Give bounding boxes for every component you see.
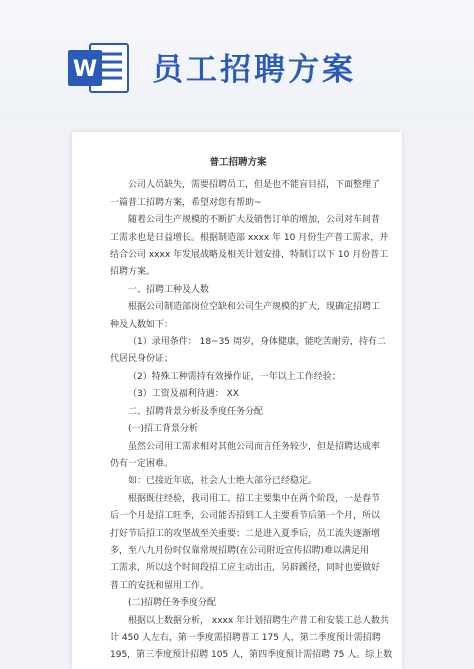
document-line: 根据以上数据分析， xxxx 年计划招聘生产普工和安装工总人数共 — [128, 615, 390, 626]
section-heading: 一、招聘工种及人数 — [128, 284, 210, 295]
document-line: 打好节后招工的攻坚战至关重要；二是进入夏季后，员工流失逐渐增 — [110, 528, 381, 539]
document-line: 如：已接近年底，社会人士绝大部分已经稳定。 — [128, 476, 318, 487]
subsection-heading: (二)招聘任务季度分配 — [128, 598, 217, 609]
document-line: 工需求，所以这个时间段招工应主动出击，另辟蹊径，同时也要做好 — [110, 563, 381, 574]
document-line: （2）特殊工种需持有效操作证，一年以上工作经验； — [128, 371, 341, 382]
document-line: 结合公司 xxxx 年发展战略及相关计划安排，特制订以下 10 月份普工 — [110, 250, 389, 261]
document-line: 多，至八九月份时仅靠常规招聘(在公司附近宣传招聘)难以满足用 — [110, 545, 370, 556]
word-doc-icon — [68, 40, 130, 96]
document-line: 根据既往经验，我司用工、招工主要集中在两个阶段，一是春节 — [128, 493, 381, 504]
document-line: （1）录用条件： 18~35 周岁，身体健康，能吃苦耐劳，持有二 — [128, 337, 386, 348]
document-line: 随着公司生产规模的不断扩大及销售订单的增加，公司对车间普 — [128, 215, 381, 226]
document-line: 后一个月是招工旺季，公司能否招到工人主要看节后第一个月，所以 — [110, 511, 381, 522]
document-line: 代居民身份证； — [110, 354, 174, 365]
document-line: 虽然公司用工需求相对其他公司而言任务较少，但是招聘达成率 — [128, 441, 381, 452]
document-line: 195，第三季度预计招聘 105 人，第四季度预计需招聘 75 人。综上数 — [110, 650, 393, 661]
document-line: 根据公司制造部岗位空缺和公司生产规模的扩大，现确定招聘工 — [128, 302, 381, 313]
document-line: 公司人员缺失，需要招聘员工，但是也不能盲目招，下面整理了 — [128, 180, 381, 191]
document-line: 工需求也是日益增长。根据制造部 xxxx 年 10 月份生产普工需求，并 — [110, 232, 389, 243]
document-body — [110, 154, 393, 665]
document-line: 计 450 人左右，第一季度需招聘普工 175 人，第二季度预计需招聘 — [110, 632, 381, 643]
document-line: 普工的安抚和留用工作。 — [110, 580, 210, 591]
banner-title: 员工招聘方案 — [152, 52, 356, 88]
document-line: 种及人数如下： — [110, 319, 174, 330]
document-page — [72, 132, 402, 669]
header-banner — [0, 0, 474, 120]
document-line: 招聘方案。 — [110, 267, 156, 278]
subsection-heading: (一)招工背景分析 — [128, 424, 199, 435]
svg-text:W: W — [72, 57, 98, 82]
section-heading: 二、招聘背景分析及季度任务分配 — [128, 406, 264, 417]
document-title: 普工招聘方案 — [209, 157, 267, 168]
document-line: （3）工资及福利待遇： XX — [128, 389, 239, 400]
document-line: 一篇普工招聘方案，希望对您有帮助~ — [110, 197, 262, 208]
document-line: 仍有一定困难。 — [110, 458, 174, 469]
